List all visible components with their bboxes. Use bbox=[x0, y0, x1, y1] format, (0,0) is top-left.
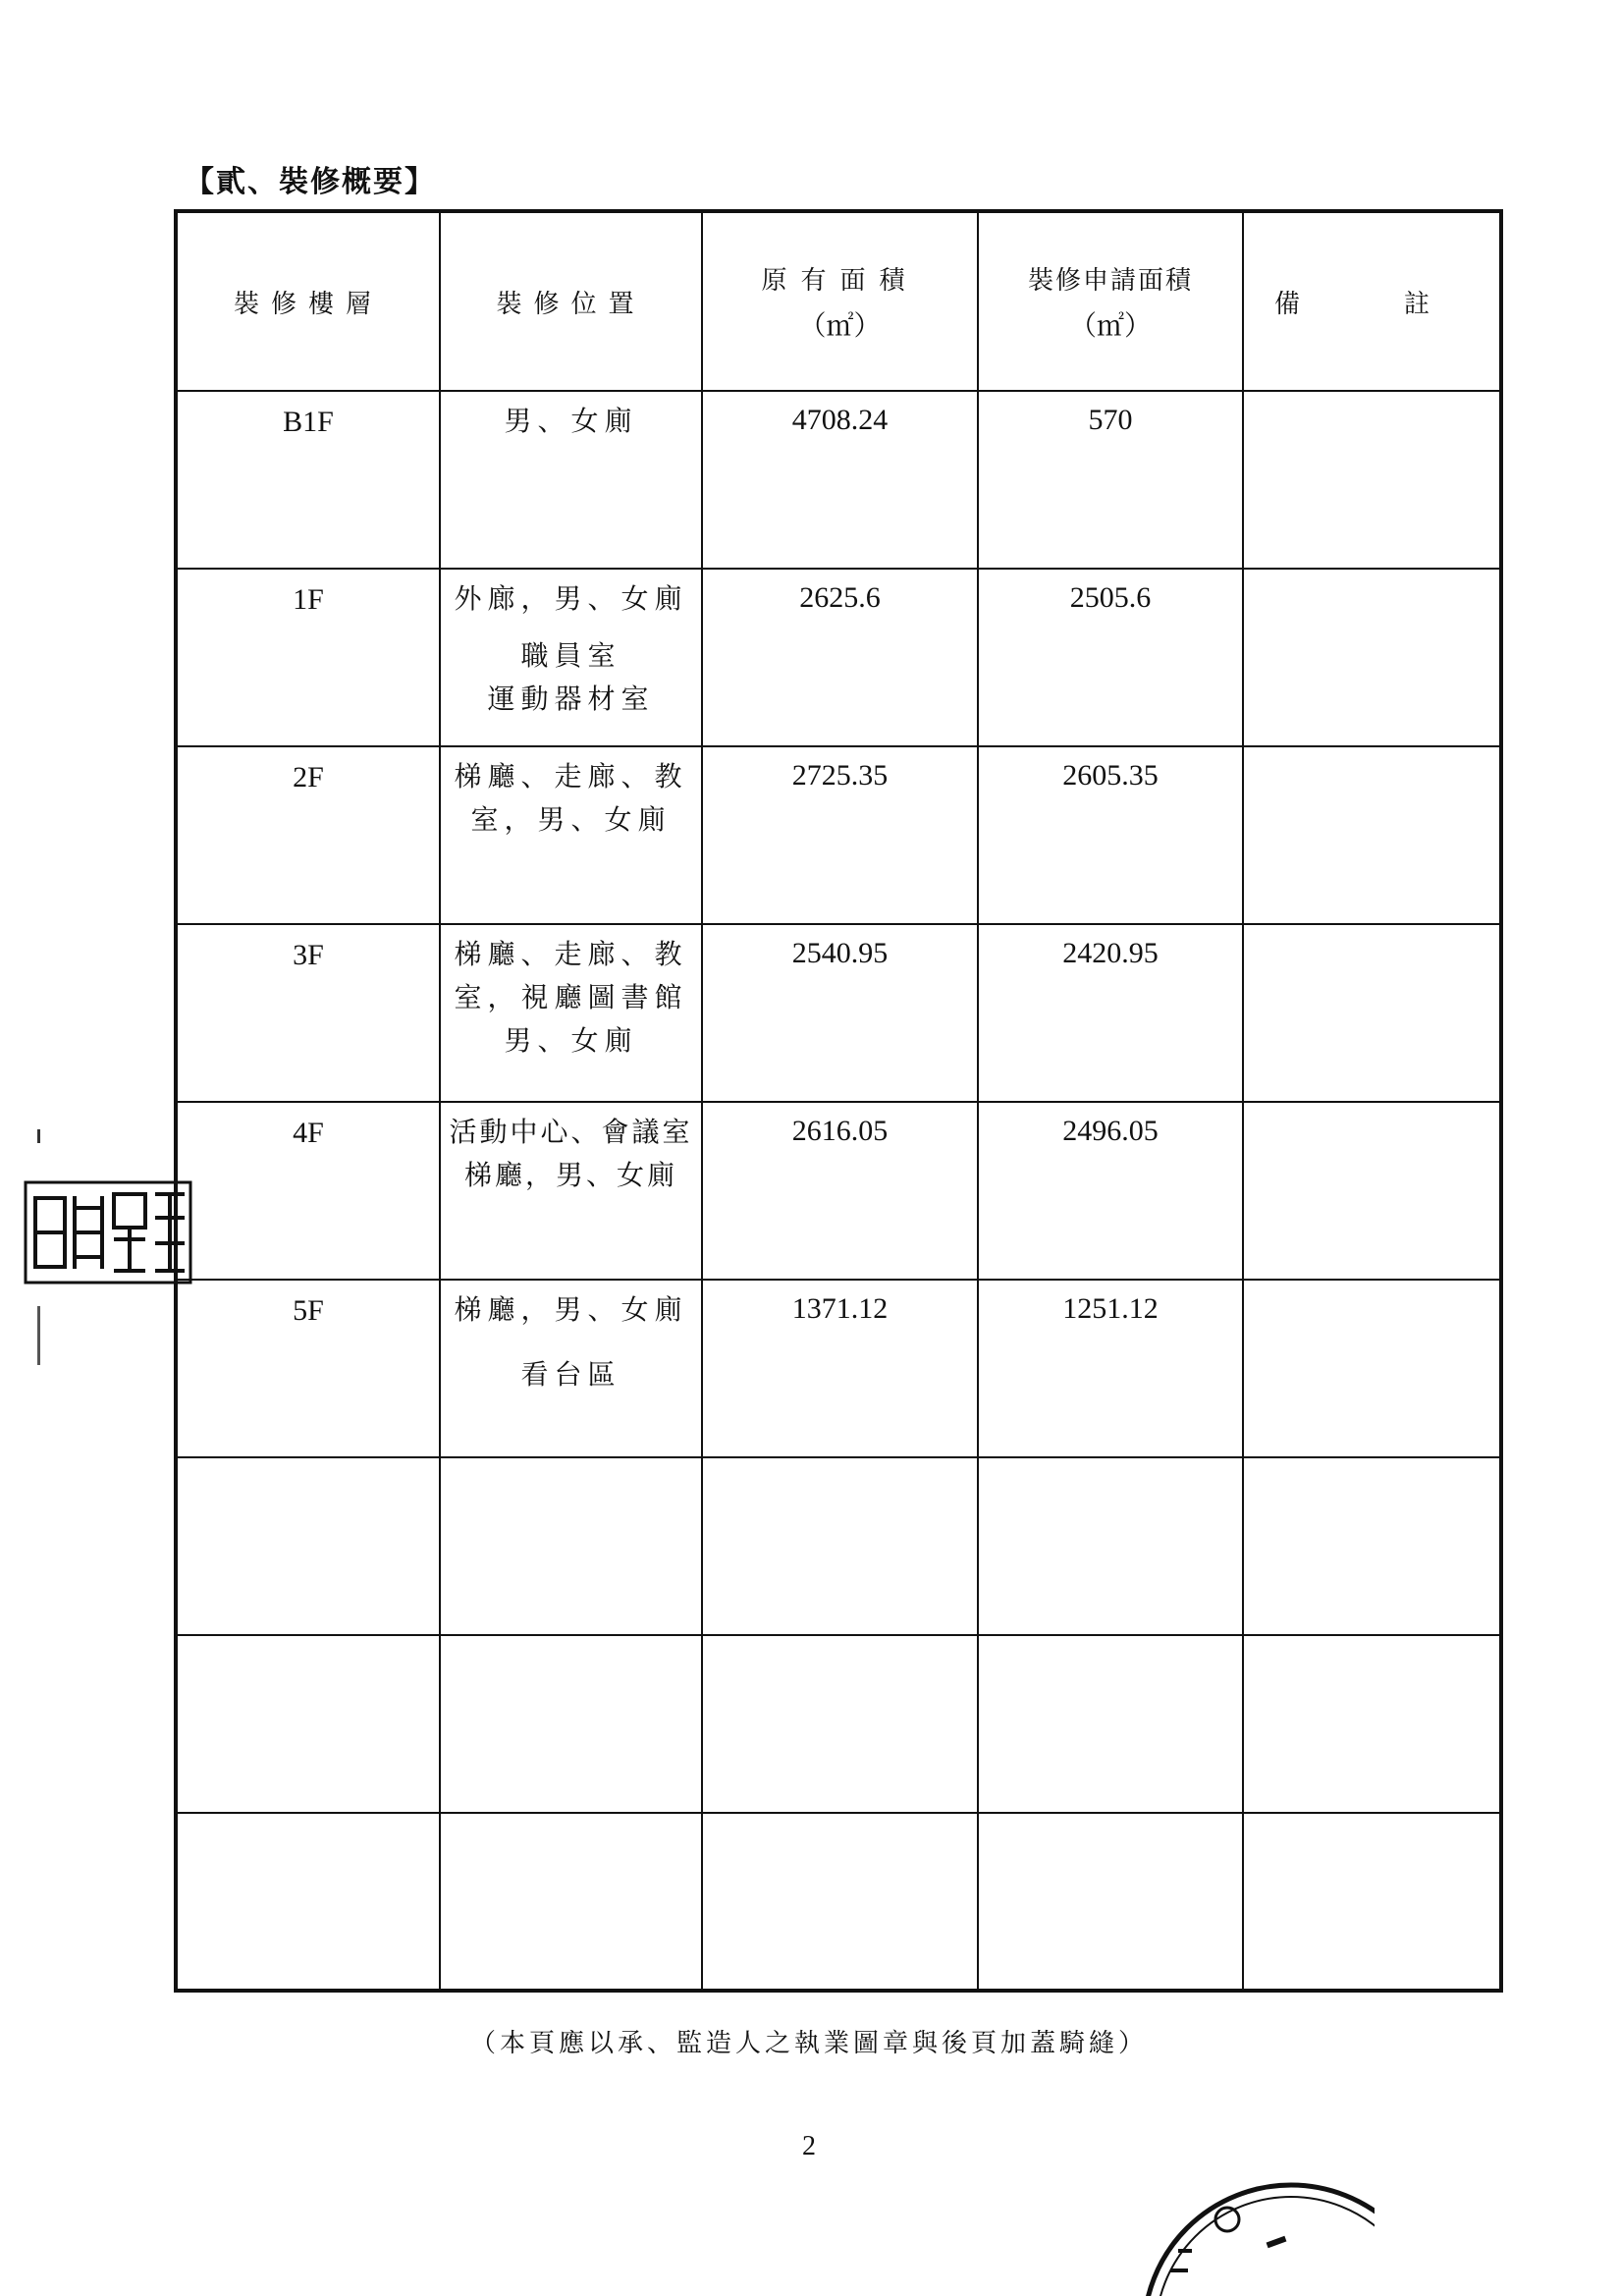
table-row bbox=[176, 1280, 1501, 1457]
empty-cell bbox=[176, 1813, 440, 1991]
location-line: 運動器材室 bbox=[487, 683, 655, 715]
empty-cell bbox=[440, 1635, 702, 1813]
location-line: 活動中心、會議室 bbox=[449, 1116, 693, 1148]
original-area-value: 1371.12 bbox=[791, 1292, 889, 1325]
empty-cell bbox=[702, 1635, 978, 1813]
empty-cell bbox=[978, 1635, 1243, 1813]
footnote: （本頁應以承、監造人之執業圖章與後頁加蓋騎縫） bbox=[469, 2029, 1148, 2058]
renovation-summary-table-wrapper bbox=[174, 209, 1499, 1985]
cell-applied-area bbox=[978, 746, 1243, 924]
location-line: 職員室 bbox=[520, 639, 621, 672]
location-text bbox=[441, 747, 701, 842]
cell-remarks bbox=[1243, 1280, 1501, 1457]
table-row-empty bbox=[176, 1813, 1501, 1991]
table-row-empty bbox=[176, 1457, 1501, 1635]
applied-area-value: 2496.05 bbox=[1062, 1115, 1159, 1147]
empty-cell bbox=[440, 1457, 702, 1635]
applied-area-value: 2420.95 bbox=[1062, 937, 1159, 969]
official-seal-bottom bbox=[1119, 2160, 1375, 2296]
cell-floor bbox=[176, 1102, 440, 1280]
cell-original-area bbox=[702, 924, 978, 1102]
header-original-area-unit: （㎡） bbox=[798, 308, 882, 342]
cell-remarks bbox=[1243, 569, 1501, 746]
floor-value: 5F bbox=[293, 1294, 324, 1327]
location-text bbox=[441, 1281, 701, 1396]
empty-cell bbox=[978, 1457, 1243, 1635]
empty-cell bbox=[978, 1813, 1243, 1991]
cell-location bbox=[440, 746, 702, 924]
table-row bbox=[176, 1102, 1501, 1280]
table-row-empty bbox=[176, 1635, 1501, 1813]
empty-cell bbox=[702, 1813, 978, 1991]
location-text bbox=[441, 570, 701, 721]
cell-floor bbox=[176, 924, 440, 1102]
table-row bbox=[176, 391, 1501, 569]
original-area-value: 4708.24 bbox=[791, 404, 889, 436]
cell-location bbox=[440, 924, 702, 1102]
location-line: 男、女廁 bbox=[504, 1024, 638, 1057]
original-area-value: 2725.35 bbox=[791, 759, 889, 792]
applied-area-value: 2605.35 bbox=[1062, 759, 1159, 792]
cell-original-area bbox=[702, 1280, 978, 1457]
cell-floor bbox=[176, 569, 440, 746]
cell-location bbox=[440, 1102, 702, 1280]
empty-cell bbox=[440, 1813, 702, 1991]
seal-graphic bbox=[1119, 2160, 1375, 2296]
location-line: 梯廳、走廊、教 bbox=[454, 760, 688, 793]
cell-original-area bbox=[702, 746, 978, 924]
floor-value: 4F bbox=[293, 1117, 324, 1149]
cell-location bbox=[440, 391, 702, 569]
cell-location bbox=[440, 569, 702, 746]
original-area-value: 2616.05 bbox=[791, 1115, 889, 1147]
location-text bbox=[441, 392, 701, 443]
location-line: 梯廳，男、女廁 bbox=[454, 1293, 688, 1326]
seam-stamp-left bbox=[22, 1178, 198, 1286]
location-line: 室，視廳圖書館 bbox=[454, 981, 688, 1013]
header-remarks: 備 註 bbox=[1243, 211, 1501, 391]
cell-remarks bbox=[1243, 1102, 1501, 1280]
cell-applied-area bbox=[978, 391, 1243, 569]
location-line: 梯廳，男、女廁 bbox=[463, 1159, 677, 1191]
empty-cell bbox=[1243, 1457, 1501, 1635]
empty-cell bbox=[176, 1457, 440, 1635]
cell-remarks bbox=[1243, 924, 1501, 1102]
location-text bbox=[441, 1103, 701, 1197]
floor-value: 1F bbox=[293, 583, 324, 616]
cell-applied-area bbox=[978, 1280, 1243, 1457]
floor-value: B1F bbox=[283, 406, 334, 438]
original-area-value: 2625.6 bbox=[799, 581, 881, 614]
cell-remarks bbox=[1243, 391, 1501, 569]
section-title: 【貳、裝修概要】 bbox=[185, 165, 436, 199]
cell-original-area bbox=[702, 569, 978, 746]
cell-remarks bbox=[1243, 746, 1501, 924]
location-line: 室，男、女廁 bbox=[470, 803, 672, 836]
header-applied-area-label: 裝修申請面積 bbox=[1027, 265, 1193, 296]
location-line: 梯廳、走廊、教 bbox=[454, 938, 688, 970]
table-row bbox=[176, 746, 1501, 924]
table-header-row bbox=[176, 211, 1501, 391]
cell-applied-area bbox=[978, 924, 1243, 1102]
cell-floor bbox=[176, 391, 440, 569]
applied-area-value: 570 bbox=[1088, 404, 1133, 436]
header-applied-area-unit: （㎡） bbox=[1068, 308, 1152, 342]
table-row bbox=[176, 569, 1501, 746]
cell-location bbox=[440, 1280, 702, 1457]
stamp-graphic bbox=[22, 1178, 198, 1286]
empty-cell bbox=[702, 1457, 978, 1635]
original-area-value: 2540.95 bbox=[791, 937, 889, 969]
location-line: 外廊，男、女廁 bbox=[454, 582, 688, 615]
empty-cell bbox=[1243, 1813, 1501, 1991]
cell-original-area bbox=[702, 1102, 978, 1280]
page-number: 2 bbox=[802, 2131, 816, 2161]
cell-floor bbox=[176, 746, 440, 924]
applied-area-value: 2505.6 bbox=[1069, 581, 1152, 614]
applied-area-value: 1251.12 bbox=[1062, 1292, 1159, 1325]
cell-original-area bbox=[702, 391, 978, 569]
cell-floor bbox=[176, 1280, 440, 1457]
renovation-summary-table bbox=[174, 209, 1503, 1993]
header-original-area-label: 原有面積 bbox=[761, 265, 919, 296]
cell-applied-area bbox=[978, 1102, 1243, 1280]
margin-tick bbox=[37, 1129, 40, 1143]
empty-cell bbox=[1243, 1635, 1501, 1813]
location-line: 看台區 bbox=[520, 1358, 621, 1391]
header-floor: 裝修樓層 bbox=[176, 211, 440, 391]
floor-value: 2F bbox=[293, 761, 324, 793]
table-row bbox=[176, 924, 1501, 1102]
margin-tick bbox=[37, 1306, 40, 1365]
location-line: 男、女廁 bbox=[504, 405, 638, 437]
location-text bbox=[441, 925, 701, 1063]
header-original-area bbox=[702, 211, 978, 391]
floor-value: 3F bbox=[293, 939, 324, 971]
header-applied-area bbox=[978, 211, 1243, 391]
header-location: 裝修位置 bbox=[440, 211, 702, 391]
cell-applied-area bbox=[978, 569, 1243, 746]
empty-cell bbox=[176, 1635, 440, 1813]
